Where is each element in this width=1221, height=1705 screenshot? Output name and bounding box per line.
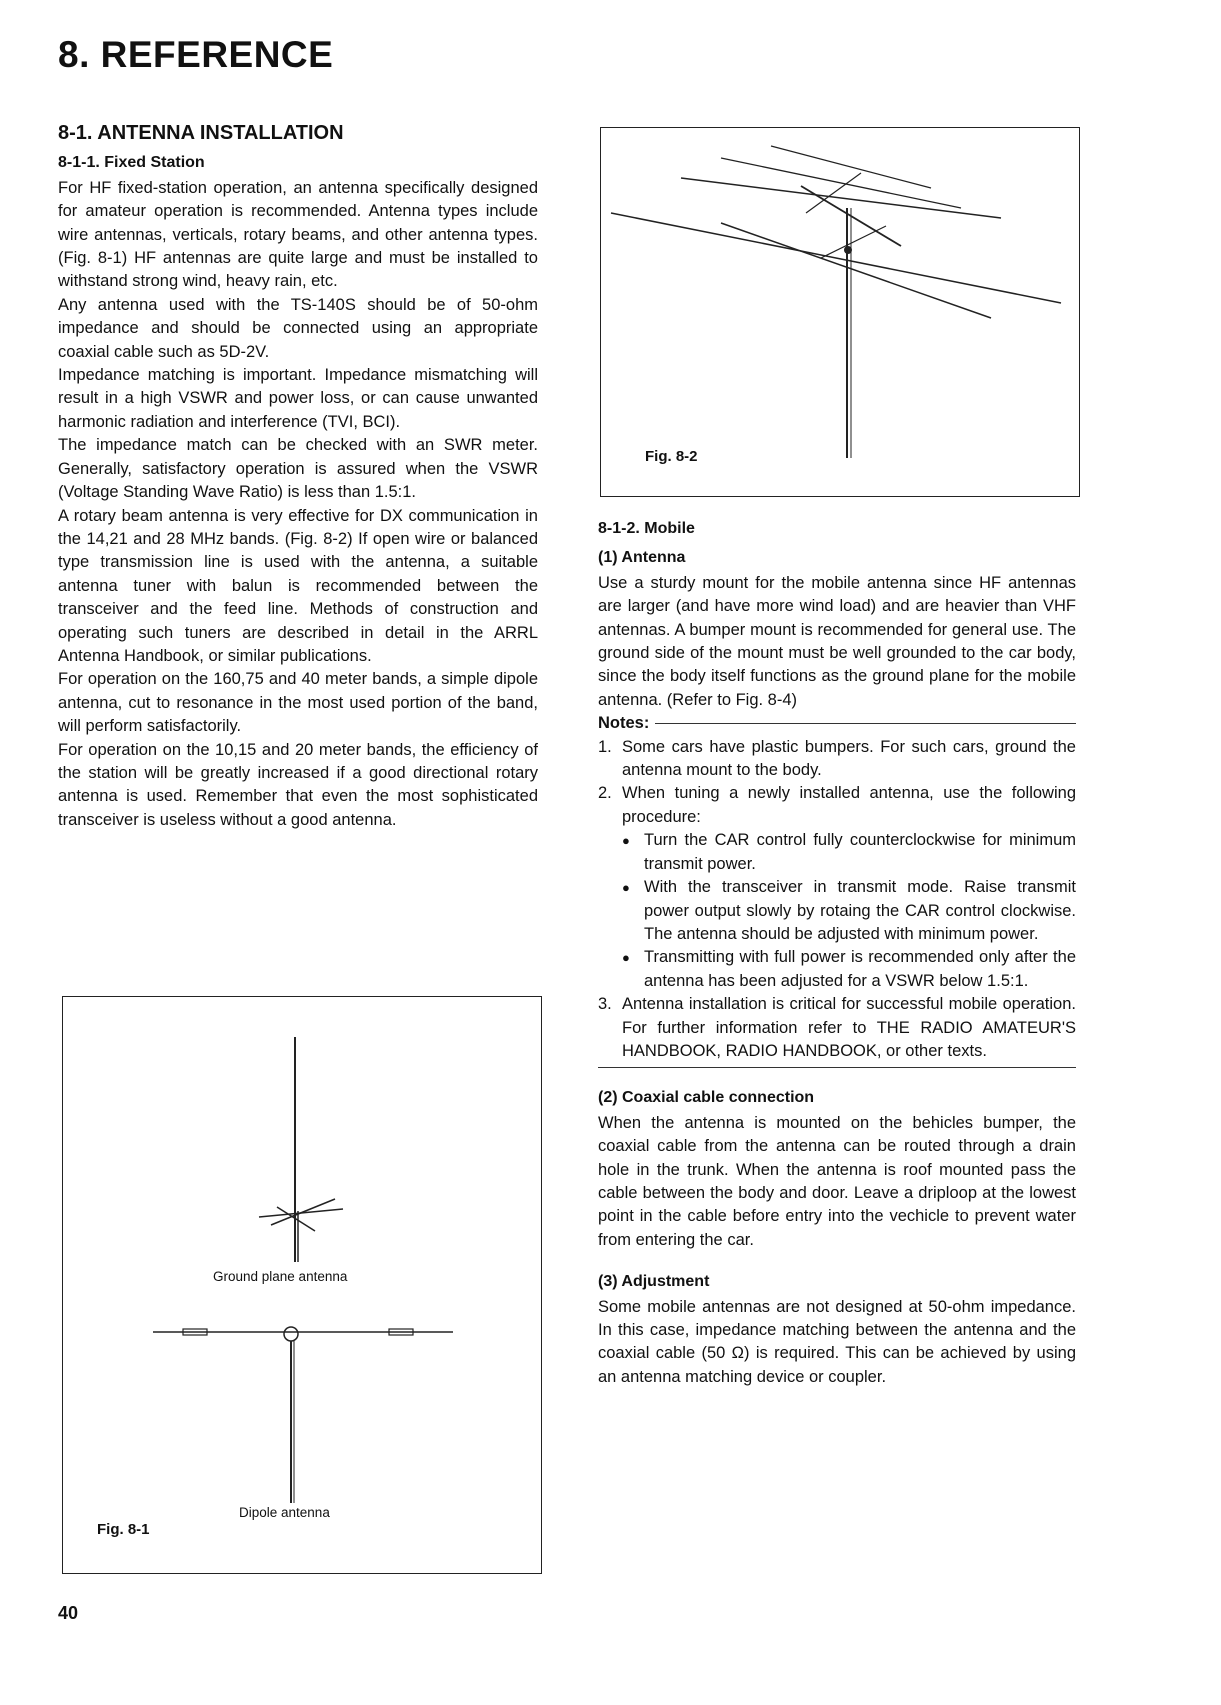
bullet-text: With the transceiver in transmit mode. Raise transmit power output slowly by rotaing the CAR control clockwise. The antenna should be adjusted with minimum power. bbox=[644, 878, 1076, 943]
fig-8-1-label: Fig. 8-1 bbox=[97, 1521, 150, 1538]
bullet-dot: ● bbox=[622, 950, 630, 966]
fig-8-2-drawing bbox=[601, 128, 1079, 496]
notes-rule bbox=[655, 723, 1076, 724]
paragraph: For operation on the 10,15 and 20 meter bands, the efficiency of the station will be greatly increased if a good directional rotary antenna is used. Remember that even the most sophisticated transceiver is useless without a good antenna. bbox=[58, 740, 538, 829]
paragraph: Any antenna used with the TS-140S should be of 50-ohm impedance and should be connected using an appropriate coaxial cable such as 5D-2V. bbox=[58, 295, 538, 361]
bullet-item bbox=[598, 946, 1076, 993]
beam-element bbox=[681, 178, 1001, 218]
beam-element bbox=[721, 158, 961, 208]
note-number: 1. bbox=[598, 737, 612, 756]
dipole-center-insulator bbox=[284, 1327, 298, 1341]
ground-plane-radial bbox=[271, 1199, 335, 1225]
paragraph: The impedance match can be checked with an SWR meter. Generally, satisfactory operation is assured when the VSWR (Voltage Standing Wave Ratio) is less than 1.5:1. bbox=[58, 436, 538, 502]
note-number: 3. bbox=[598, 995, 612, 1014]
chapter-title: 8. REFERENCE bbox=[58, 34, 334, 75]
coax-subtitle: (2) Coaxial cable connection bbox=[598, 1089, 815, 1107]
beam-element bbox=[721, 223, 991, 318]
dipole-caption: Dipole antenna bbox=[239, 1505, 330, 1520]
notes-heading bbox=[598, 712, 1076, 735]
section-title: 8-1. ANTENNA INSTALLATION bbox=[58, 122, 344, 144]
note-text: When tuning a newly installed antenna, use the following procedure: bbox=[622, 784, 1076, 826]
notes-title: Notes: bbox=[598, 714, 650, 733]
note-item bbox=[598, 782, 1076, 829]
note-item bbox=[598, 736, 1076, 783]
adjustment-subtitle: (3) Adjustment bbox=[598, 1273, 710, 1291]
note-item bbox=[598, 993, 1076, 1063]
beam-mount bbox=[844, 246, 852, 254]
bullet-dot: ● bbox=[622, 880, 630, 896]
page-number: 40 bbox=[58, 1603, 79, 1623]
bullet-item bbox=[598, 829, 1076, 876]
paragraph: Impedance matching is important. Impedance mismatching will result in a high VSWR and power loss, or can cause unwanted harmonic radiation and interference (TVI, BCI). bbox=[58, 366, 538, 431]
bullet-dot: ● bbox=[622, 833, 630, 849]
beam-element bbox=[611, 213, 1061, 303]
bullet-text: Turn the CAR control fully counterclockwise for minimum transmit power. bbox=[644, 831, 1076, 873]
note-text: Antenna installation is critical for successful mobile operation. For further information refer to THE RADIO AMATEUR'S HANDBOOK, RADIO HANDBOOK, or other texts. bbox=[622, 995, 1076, 1060]
mobile-title: 8-1-2. Mobile bbox=[598, 520, 695, 537]
antenna-subtitle: (1) Antenna bbox=[598, 549, 686, 567]
paragraph: For operation on the 160,75 and 40 meter bands, a simple dipole antenna, cut to resonance in the most used portion of the band, will perform satisfactorily. bbox=[58, 670, 538, 736]
paragraph: For HF fixed-station operation, an antenna specifically designed for amateur operation is recommended. Antenna types include wire antennas, verticals, rotary beams, and other antenna types. (Fig. 8-1) HF antennas are quite large and must be installed to withstand strong wind, heavy rain, etc. bbox=[58, 178, 538, 291]
paragraph: A rotary beam antenna is very effective for DX communication in the 14,21 and 28 MHz bands. (Fig. 8-2) If open wire or balanced type transmission line is used with the antenna, a suitable antenna tuner with balun is recommended between the transceiver and the feed line. Methods of construction and operating such tuners are described in detail in the ARRL Antenna Handbook, or similar publications. bbox=[58, 506, 538, 665]
fig-8-2-box bbox=[600, 127, 1080, 497]
note-number: 2. bbox=[598, 784, 612, 803]
fig-8-1-drawing bbox=[63, 997, 541, 1573]
paragraph: Use a sturdy mount for the mobile antenna since HF antennas are larger (and have more wind load) and are heavier than VHF antennas. A bumper mount is recommended for general use. The ground side of the mount must be well grounded to the car body, since the body itself functions as the ground plane for the mobile antenna. (Refer to Fig. 8-4) bbox=[598, 573, 1076, 709]
paragraph: When the antenna is mounted on the behicles bumper, the coaxial cable from the antenna can be routed through a drain hole in the trunk. When the antenna is roof mounted pass the cable between the body and door. Leave a driploop at the lowest point in the cable before entry into the vechicle to prevent water from entering the car. bbox=[598, 1113, 1076, 1249]
beam-element bbox=[771, 146, 931, 188]
bullet-item bbox=[598, 876, 1076, 946]
fig-8-2-label: Fig. 8-2 bbox=[645, 448, 698, 465]
ground-plane-caption: Ground plane antenna bbox=[213, 1269, 348, 1284]
right-column bbox=[598, 517, 1076, 1389]
note-text: Some cars have plastic bumpers. For such cars, ground the antenna mount to the body. bbox=[622, 737, 1076, 780]
left-column bbox=[58, 122, 538, 832]
paragraph: Some mobile antennas are not designed at 50-ohm impedance. In this case, impedance matching between the antenna and the coaxial cable (50 Ω) is required. This can be achieved by using an antenna matching device or coupler. bbox=[598, 1297, 1076, 1386]
fig-8-1-box bbox=[62, 996, 542, 1574]
bullet-text: Transmitting with full power is recommended only after the antenna has been adjusted for a VSWR below 1.5:1. bbox=[644, 948, 1076, 990]
fixed-station-title: 8-1-1. Fixed Station bbox=[58, 154, 205, 172]
beam-brace bbox=[821, 226, 886, 258]
